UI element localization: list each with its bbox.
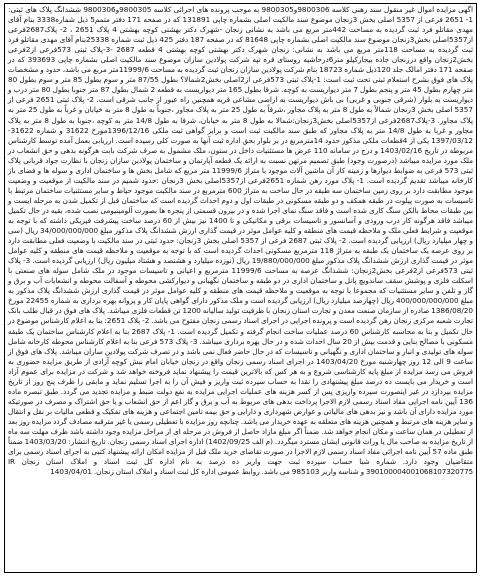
notice-body-text: اگهی مزایده اموال غیر منقول سند رهنی کلاسه 9800306و9800305 به موجب پرونده های اجرائی کلاسه 9800305و9800306 ششدانگ پلاک های ثبتی: 1- 2651 فرعی از 5357 اصلی بخش 3زنجان موضوع سند مالکیت اصلی بشماره چاپی 131891 که در صفحه 171 دفتر متمم5 ذیل شماره3338 بنام آقای مهدی مقاتلو فرد ثبت گردیده به مساحت 442متر مربع می باشد به نشانی زنجان -شهرک دکتر بهشتی کوچه بهشتی 4 پلاک 2651 ، 2- پلاک2687فرعی از5357اصلی بخش3زنجان موضوع سند مالکیت اصلی بشماره چاپی 81648 که در صفحه 187 دفتر 425 ذیل ثبت شماره 25338بنام آقای مهدی مقاتلو فرد ثبت گردیده به مساحت 118متر مربع می باشد به نشانی: زنجان شهرک دکتر بهشتی کوچه بهشتی 4 قطعه 2687 -3-پلاک ثبتی 573فرعی از2فرعی بخش2زنجان واقع درزنجان جاده بیجارکیلو متر6درحاشیه روستای قره تپه شرکت پولادین سازان موضوع سند مالکیت اصلی بشماره چاپی 393693 که در صفحه 171 دفتر امالک جلد 120ذیل شماره 18723 بنام شرکت پولادین سازان زنجان ثبت گردیده به مساحت 11999/6متر مربع می باشد، حدود و مشخصات پلاک های فوق بشرح استعلام ثبتی تحت ثبت است: 1-پلاک ثبتی 573فرعی از2اصلی بخش2شمالا؟ بطول 87/55 متر و سوم بطول 85 متر و سوم بطول 80 متر چهارم بطول 45 متر و پنجم بطول 7 متر دیواریست به کوچه. شرقا بطول 165 متر دیواریست به قطعه 2 شمال بطول 87 متر جنوبا بطول 80 متر درب و دیواریست به بلوار (شرقی جنوبی و غربی) بی باش دیواریست به اراضی مشاعی قریه همچنین راه عبور از جانب شرقی است. 2- پلاک ثبتی 2651 فرعی از 5357 اصلی بخش 3زنجان شمالاً به طول 8 متر به پلاک مجاور ،شرقاً به طول 25 متر به پلاک مجاور ،جنوباً به طول 8 متر به خیابان و غرباً به طول 25 متر به پلاک مجاور. 3-پلاک2687فرعی از5357اصلی بخش3زنجان:شمالا به طول 8 متر به خیابان، شرقا به طول 14/8 متر به کوچه ،جنوبا به طول 8 متر به پلاک مجاور و غربا به طول 14/8 متر به پلاک مجاور که طبق سند مالکیت ثبت است و برابر گواهی ثبت ملکی 1396/12/16مورخ 31622 و شماره 31622-1397/03/12 یکی از 4قطعات ملکی مذکور حدود 14مترمربع در بر بلوار بحق اداره ثبت آنها به صورت کلی رسیده است. ارزیابی بعمل آمده توسط کارشناس مربوطه در تاریخ 1403/02/16 و درج در سامانه 110 عرض ها مستثنیات داخل در ستون، ملک مشمول به صرف شرکت بابت هرگونه بدهی و حق انشعاب در ملک مورد مزایده میباشد (درصورت وجود) طبق تصمیم مرتهن نسبت به ارائه یک قطعه آپارتمان و ساختمان پولادین سازان زنجان با نظارت جواد قربانی پلاک ثبتی 573 فرعی به ضوابط دیوارها و زمینه کار آن ماشین آلات موجود با متراژ 11999/6 متر مربع که شامل بخش ها و ساختمان اداری و سوله ها و فضای باز کارخانه میباشد تقدیم گردیده است. 1- پلاک مورد رهن شماره 2651فرعی از5357اصلی بخش 3زنجان :حدود شمیم در سند مالکیت از موقعیت و وضعیت موجود مطابقت دارد بر روی زمین ساختمان سه طبقه در حال ساخت به متراژ 600 مترمربع در سند مالکیت موجود حیاط و سایر مستثنیات ساختمان مرتبط با تاسیسات به صورت پیلوت در طبقه همکف و دو طبقه مسکونی در طبقات اول و دوم احداث گردیده است که ساختمان قبل از تکمیل شدن به مرحله ایست و بین طبقات محاط بالکن سنگ کاری شده است و فاقد سنگ نمای اجرا شده و در بیرون قسمتی از پنجره ها بصورت آلومینیومی نصب شده، بقیه در حال تکمیل میباشد فاقد هرگونه کار درب ورودی و آسانسور و تاسیسات برقی و مکانیکی و تا 1400 نیز بیش از 60 درصد ساخت پیشرفت فیزیکی داشته که با توجه به موقعیت و شرایط فعلی ملک و ملاحظه قیمت های منطقه و کلیه عوامل موثر در قیمت گذاری ارزش ششدانگ پلاک مذکور مبلغ 34/000/000/000 ریال (سی و چهار میلیارد ریال) ارزیابی گردیده است. 2- پلاک ثبتی 2687 فرعی از 5357 اصلی بخش 3زنجان: حدود ثبتی در سند مالکیت با وضعیت فعلی مطابقت دارد بر روی عرصه یک ساختمان یک طبقه به متراژ 118 مترمربع مسکونی احداث گردیده است که با توجه به موقعیت و ملاحظه قیمت های منطقه و کلیه عوامل موثر در قیمت گذاری ارزش ششدانگ پلاک مذکور مبلغ 19/880/000/000 ریال (نوزده میلیارد و هشتصد و هشتاد میلیون ریال) ارزیابی گردیده است. 3- پلاک ثبتی 573فرعی از2فرعی بخش2زنجان: ششدانگ عرصه به مساحت 11999/6 مترمربع و اعیانی و تاسیسات موجود در ملک شامل سوله های صنعتی با اسکلت فلزی و پوشش سقف ساندویچ پانل و ساختمان اداری در دو طبقه و ساختمان نگهبانی و دیوارکشی محوطه و آسفالت محوطه و انشعابات آب و برق و گاز و تلفن و سایر مستثنیات که مجموعا با توجه به موقعیت و ملاحظه قیمت های منطقه و کلیه عوامل موثر در قیمت گذاری ارزش ششدانگ پلاک مذکور به مبلغ 400/000/000/000 ریال (چهارصد میلیارد ریال) ارزیابی گردیده است و ملک مذکور دارای گواهی پایان کار و پروانه بهره برداری به شماره 22455 مورخ 1386/08/20 صادره از سازمان صنعت معدن و تجارت استان زنجان با ظرفیت تولید سالیانه 1200 تن قطعات فلزی میباشد. پلاک های فوق در قبال طلب بانک تجارت شعبه مرکزی زنجان رهن گردیده است و پرونده اجرایی در اجرای اسناد رسمی زنجان مفتوح می باشد. 2- پلاک 2651: بنا به اعلام کارشناس موضوع در حال تکمیل و بنا به محاسبه کارشناس 60 درصد عملیات ساخت انجام گرفته و تکمیل گردیده است. 1- پلاک 2687 بنا به اعلام کارشناس ساختمان یک طبقه مسکونی با مصالح بنایی و قدمت بیش از 20 سال احداث شده و در حال بهره برداری میباشد. 3- پلاک 573 فرعی بنا به اعلام کارشناس محوطه کارخانه شامل سوله های تولیدی و انبار و ساختمان اداری و نگهبانی و تاسیسات که در حال حاضر فعال نمی باشد و در تصرف شرکت پولادین سازان میباشد. پلاک های فوق از ساعت 9 الی 12 روز چهارشنبه مورخ 1403/04/20 در اجرای اسناد رسمی زنجان واقع در زنجان خیابان امام نبش کوچه آزادی از طریق مزایده حضوری به فروش می رسد مزایده از مبلغ پایه کارشناسی شروع و به هر کس که بالاترین قیمت را پیشنهاد نماید فروخته خواهد شد و شرکت در مزایده برای عموم آزاد است و خریدار می بایست ده درصد مبلغ پیشنهادی را نقدا به حساب سپرده ثبت واریز و فیش آن را به اجرا تسلیم نماید و مابقی را ظرف پنج روز از تاریخ مزایده بپردازد در غیر اینصورت سپرده واریزی پس از کسر هزینه های عملیات اجرایی مزایده به نفع دولت ضبط و مزایده تجدید می گردد. طبق تبصره ماده 136 آیین نامه اجرایی مفاد اسناد رسمی لازم الاجرا پرداخت بدهی های مربوط به آب و برق و گاز اعم از حق انشعاب و یا حق اشتراک و مصرف در صورتیکه مورد مزایده دارای آن باشد و نیز بدهی های مالیاتی و عوارض شهرداری و دارایی و حق بیمه تامین اجتماعی و هزینه های تفکیک و قطعی مالیات بر نقل و انتقال و سایر هزینه های مرتبط و همچنین هزینه های متعلقه به عهده خریدار می باشد. چنانچه روز مزایده با تعطیلی رسمی یا غیر مترقبه مصادف گردد مزایده روز بعد از تعطیلی در همان ساعت و مکان انجام خواهد شد. ضمناً اگر مبلغ مازاد حاصل از فروش در مرحله ای از مراحل مزایده وجود داشته باشد ظرف مهلت سه ماه از تاریخ مزایده به صاحب مال یا وراث قانونی ایشان مسترد میگردد. (م الف 1402/09/25) اداره اجرای اسناد رسمی زنجان. تاریخ انتشار: 1403/03/20 ضمناً طبق ماده 57 آیین نامه اجرائی مفاد اسناد رسمی لازم الاجرا در صورت تقاضای خرید ملک قبل از مزایده امکان ارائه پیشنهاد کتبی به اجرای اسناد رسمی برای متقاضیان وجود دارد. شماره شبا حساب سپرده ثبت جهت واریز ده درصد به نام اداره کل ثبت اسناد و املاک استان زنجان IR 390100004001068107320775 و شناسه واریز 985103 می باشد. روابط عمومی اداره کل ثبت اسناد و املاک استان زنجان. 1403/04/01 bbox=[8, 5, 474, 477]
auction-notice-document bbox=[4, 3, 477, 573]
